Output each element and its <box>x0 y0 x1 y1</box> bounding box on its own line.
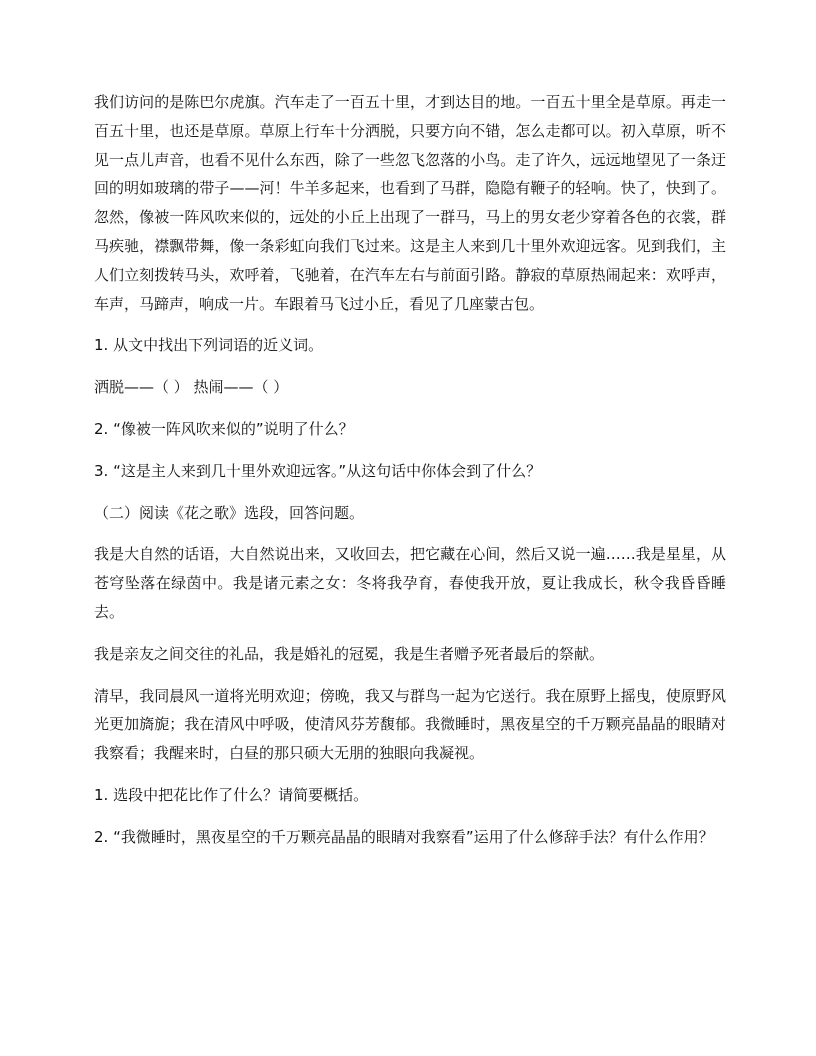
question-1-3: 3. “这是主人来到几十里外欢迎远客。”从这句话中你体会到了什么？ <box>94 461 542 480</box>
passage-flower-song-2: 我是亲友之间交往的礼品，我是婚礼的冠冕，我是生者赠予死者最后的祭献。 <box>94 644 605 663</box>
question-1-1-blanks: 洒脱——（ ） 热闹——（ ） <box>94 378 289 397</box>
section-2-heading: （二）阅读《花之歌》选段，回答问题。 <box>94 503 365 522</box>
passage-grassland: 我们访问的是陈巴尔虎旗。汽车走了一百五十里，才到达目的地。一百五十里全是草原。再走一百五十里，也还是草原。草原上行车十分洒脱，只要方向不错，怎么走都可以。初入草原，听不见一点儿声音，也看不见什么东西，除了一些忽飞忽落的小鸟。走了许久，远远地望见了一条迂回的明如玻璃的带子——河！牛羊多起来，也看到了马群，隐隐有鞭子的轻响。快了，快到了。忽然，像被一阵风吹来似的，远处的小丘上出现了一群马，马上的男女老少穿着各色的衣裳，群马疾驰，襟飘带舞，像一条彩虹向我们飞过来。这是主人来到几十里外欢迎远客。见到我们，主人们立刻拨转马头，欢呼着，飞驰着，在汽车左右与前面引路。静寂的草原热闹起来：欢呼声，车声，马蹄声，响成一片。车跟着马飞过小丘，看见了几座蒙古包。 <box>94 93 726 313</box>
question-1-2: 2. “像被一阵风吹来似的”说明了什么？ <box>94 419 354 438</box>
question-2-1: 1. 选段中把花比作了什么？请简要概括。 <box>94 785 369 804</box>
document-page <box>94 88 726 852</box>
question-2-2: 2. “我微睡时，黑夜星空的千万颗亮晶晶的眼睛对我察看”运用了什么修辞手法？有什么作用？ <box>94 827 714 846</box>
passage-flower-song-3: 清早，我同晨风一道将光明欢迎；傍晚，我又与群鸟一起为它送行。我在原野上摇曳，使原野风光更加旖旎；我在清风中呼吸，使清风芬芳馥郁。我微睡时，黑夜星空的千万颗亮晶晶的眼睛对我察看；我醒来时，白昼的那只硕大无朋的独眼向我凝视。 <box>94 686 726 763</box>
passage-flower-song-1: 我是大自然的话语，大自然说出来，又收回去，把它藏在心间，然后又说一遍……我是星星，从苍穹坠落在绿茵中。我是诸元素之女：冬将我孕育，春使我开放，夏让我成长，秋令我昏昏睡去。 <box>94 545 726 621</box>
question-1-1: 1. 从文中找出下列词语的近义词。 <box>94 336 324 355</box>
